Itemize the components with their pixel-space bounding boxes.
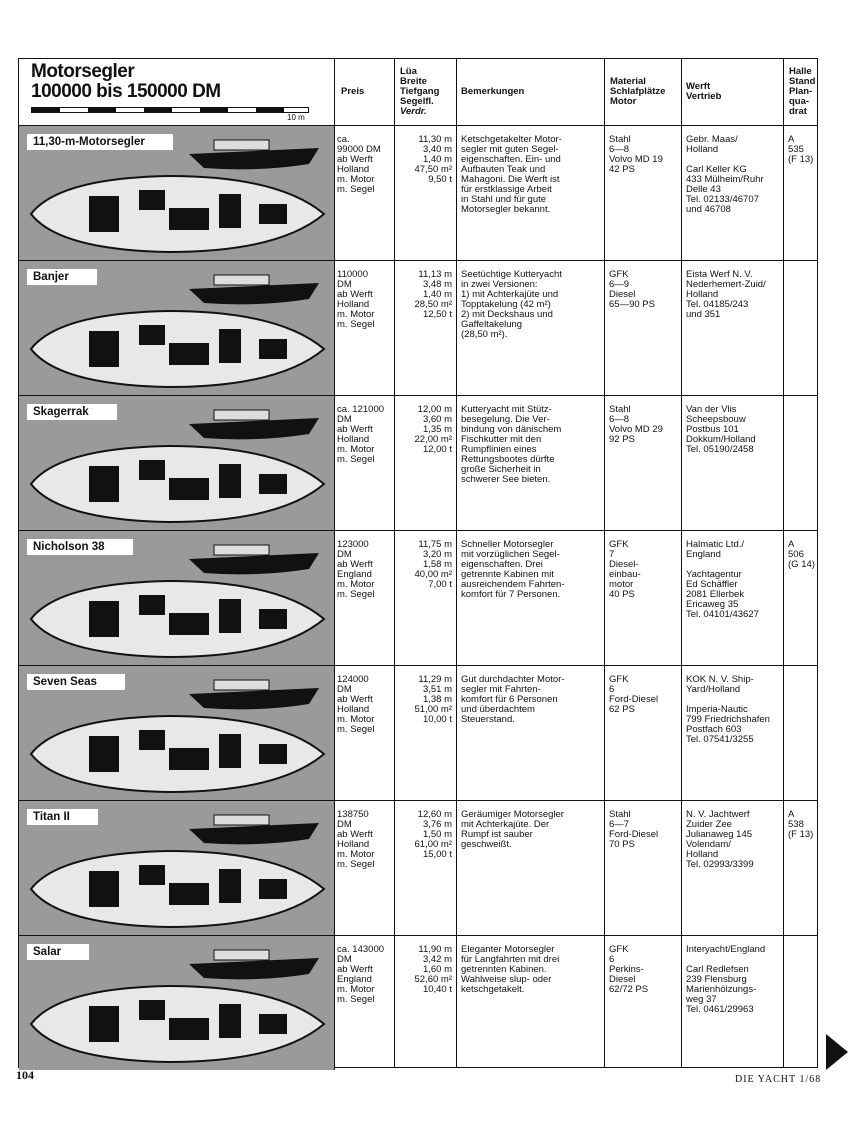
deckhouse: [214, 140, 269, 150]
dimensions-cell: 11,75 m 3,20 m 1,58 m 40,00 m² 7,00 t: [414, 539, 452, 590]
interior-block: [169, 1018, 209, 1040]
boat-name: Nicholson 38: [27, 539, 133, 555]
remarks-cell: Eleganter Motorsegler für Langfahrten mit drei getrennten Kabinen. Wahlweise slup- oder ketschgetakelt.: [461, 944, 560, 995]
price-cell: ca. 99000 DM ab Werft Holland m. Motor m. Segel: [337, 134, 381, 195]
hull-profile: [189, 283, 319, 304]
interior-block: [89, 871, 119, 907]
col-header-dims: Lüa Breite Tiefgang Segelfl. Verdr.: [400, 66, 440, 117]
hull-profile: [189, 958, 319, 979]
price-cell: ca. 143000 DM ab Werft England m. Motor m. Segel: [337, 944, 385, 1005]
interior-block: [219, 194, 241, 228]
deckhouse: [214, 680, 269, 690]
interior-block: [139, 730, 165, 750]
scale-bar: [31, 107, 309, 113]
interior-block: [259, 204, 287, 224]
dimensions-cell: 11,29 m 3,51 m 1,38 m 51,00 m² 10,00 t: [414, 674, 452, 725]
material-cell: GFK 6 Ford-Diesel 62 PS: [609, 674, 659, 715]
page-title: Motorsegler: [31, 61, 135, 82]
interior-block: [169, 883, 209, 905]
interior-block: [89, 196, 119, 232]
boat-name: Skagerrak: [27, 404, 117, 420]
shipyard-cell: Eista Werf N. V. Nederhemert-Zuid/ Holland Tel. 04185/243 und 351: [686, 269, 766, 320]
boat-name: Titan II: [27, 809, 98, 825]
interior-block: [89, 736, 119, 772]
interior-block: [169, 343, 209, 365]
col-divider: [783, 59, 784, 1067]
interior-block: [219, 1004, 241, 1038]
remarks-cell: Ketschgetakelter Motor- segler mit guten Segel- eigenschaften. Ein- und Aufbauten Teak und Mahagoni. Die Werft ist für erstklassige Arbeit in Stahl und für gute Motorsegler bekannt.: [461, 134, 562, 215]
boat-drawing-panel: [19, 396, 335, 530]
interior-block: [259, 1014, 287, 1034]
material-cell: GFK 7 Diesel- einbau- motor 40 PS: [609, 539, 641, 600]
remarks-cell: Schneller Motorsegler mit vorzüglichen Segel- eigenschaften. Drei getrennte Kabinen mit ausreichendem Fahrten- komfort für 7 Personen.: [461, 539, 565, 600]
interior-block: [169, 208, 209, 230]
col-header-preis: Preis: [341, 86, 365, 97]
price-cell: 124000 DM ab Werft Holland m. Motor m. Segel: [337, 674, 375, 735]
dimensions-cell: 12,60 m 3,76 m 1,50 m 61,00 m² 15,00 t: [414, 809, 452, 860]
shipyard-cell: Van der Vlis Scheepsbouw Postbus 101 Dokkum/Holland Tel. 05190/2458: [686, 404, 756, 455]
hall-stand-cell: A 506 (G 14): [788, 539, 815, 570]
interior-block: [219, 464, 241, 498]
boat-comparison-table: [18, 58, 818, 1068]
interior-block: [259, 609, 287, 629]
dimensions-cell: 11,90 m 3,42 m 1,60 m 52,60 m² 10,40 t: [414, 944, 452, 995]
interior-block: [139, 865, 165, 885]
material-cell: Stahl 6—8 Volvo MD 29 92 PS: [609, 404, 663, 445]
interior-block: [89, 1006, 119, 1042]
interior-block: [259, 474, 287, 494]
interior-block: [139, 190, 165, 210]
remarks-cell: Kutteryacht mit Stütz- besegelung. Die Ver- bindung von dänischem Fischkutter mit den Rumpflinien eines Rettungsbootes dürfte große Sicherheit in schwerer See bieten.: [461, 404, 562, 485]
dimensions-cell: 12,00 m 3,60 m 1,35 m 22,00 m² 12,00 t: [414, 404, 452, 455]
remarks-cell: Gut durchdachter Motor- segler mit Fahrten- komfort für 6 Personen und überdachtem Steuerstand.: [461, 674, 565, 725]
remarks-cell: Seetüchtige Kutteryacht in zwei Versionen: 1) mit Achterkajüte und Topptakelung (42 m²) 2) mit Deckshaus und Gaffeltakelung (28,50 m²).: [461, 269, 562, 340]
deckhouse: [214, 275, 269, 285]
col-divider: [394, 59, 395, 1067]
shipyard-cell: Interyacht/England Carl Redlefsen 239 Flensburg Marienhölzungs- weg 37 Tel. 0461/29963: [686, 944, 766, 1015]
deckhouse: [214, 410, 269, 420]
material-cell: GFK 6—9 Diesel 65—90 PS: [609, 269, 655, 310]
boat-drawing-panel: [19, 801, 335, 935]
price-cell: 138750 DM ab Werft Holland m. Motor m. Segel: [337, 809, 375, 870]
hull-profile: [189, 418, 319, 439]
shipyard-cell: N. V. Jachtwerf Zuider Zee Julianaweg 145 Volendam/ Holland Tel. 02993/3399: [686, 809, 754, 870]
price-cell: 110000 DM ab Werft Holland m. Motor m. Segel: [337, 269, 375, 330]
col-divider: [681, 59, 682, 1067]
hall-stand-cell: A 535 (F 13): [788, 134, 814, 165]
next-page-arrow-icon[interactable]: [826, 1034, 848, 1070]
interior-block: [169, 748, 209, 770]
interior-block: [139, 325, 165, 345]
scale-label: 10 m: [287, 113, 305, 122]
price-cell: 123000 DM ab Werft England m. Motor m. Segel: [337, 539, 375, 600]
col-header-material: Material Schlafplätze Motor: [610, 76, 666, 107]
interior-block: [139, 460, 165, 480]
interior-block: [219, 869, 241, 903]
shipyard-cell: KOK N. V. Ship- Yard/Holland Imperia-Nautic 799 Friedrichshafen Postfach 603 Tel. 07541/3255: [686, 674, 770, 745]
interior-block: [259, 744, 287, 764]
hall-stand-cell: A 538 (F 13): [788, 809, 814, 840]
remarks-cell: Geräumiger Motorsegler mit Achterkajüte. Der Rumpf ist sauber geschweißt.: [461, 809, 564, 850]
col-divider: [604, 59, 605, 1067]
shipyard-cell: Gebr. Maas/ Holland Carl Keller KG 433 Mülheim/Ruhr Delle 43 Tel. 02133/46707 und 46708: [686, 134, 764, 215]
material-cell: GFK 6 Perkins- Diesel 62/72 PS: [609, 944, 649, 995]
interior-block: [89, 331, 119, 367]
interior-block: [169, 478, 209, 500]
deckhouse: [214, 950, 269, 960]
boat-drawing-panel: [19, 126, 335, 260]
boat-name: 11,30-m-Motorsegler: [27, 134, 173, 150]
boat-name: Seven Seas: [27, 674, 125, 690]
col-header-halle: Halle Stand Plan- qua- drat: [789, 66, 816, 117]
interior-block: [169, 613, 209, 635]
hull-profile: [189, 823, 319, 844]
interior-block: [89, 601, 119, 637]
deckhouse: [214, 545, 269, 555]
page-subtitle: 100000 bis 150000 DM: [31, 81, 221, 102]
boat-name: Banjer: [27, 269, 97, 285]
dimensions-cell: 11,13 m 3,48 m 1,40 m 28,50 m² 12,50 t: [414, 269, 452, 320]
col-header-werft: Werft Vertrieb: [686, 81, 722, 102]
deckhouse: [214, 815, 269, 825]
boat-name: Salar: [27, 944, 89, 960]
magazine-issue: DIE YACHT 1/68: [735, 1074, 822, 1085]
interior-block: [259, 339, 287, 359]
col-divider: [456, 59, 457, 1067]
interior-block: [219, 599, 241, 633]
col-header-bemerkungen: Bemerkungen: [461, 86, 525, 97]
interior-block: [259, 879, 287, 899]
price-cell: ca. 121000 DM ab Werft Holland m. Motor m. Segel: [337, 404, 385, 465]
hull-profile: [189, 688, 319, 709]
interior-block: [219, 329, 241, 363]
shipyard-cell: Halmatic Ltd./ England Yachtagentur Ed Schäffler 2081 Ellerbek Ericaweg 35 Tel. 04101/43627: [686, 539, 759, 620]
interior-block: [219, 734, 241, 768]
hull-profile: [189, 148, 319, 169]
page-number: 104: [16, 1068, 34, 1082]
boat-drawing-panel: [19, 261, 335, 395]
dimensions-cell: 11,30 m 3,40 m 1,40 m 47,50 m² 9,50 t: [414, 134, 452, 185]
interior-block: [89, 466, 119, 502]
boat-drawing-panel: [19, 531, 335, 665]
material-cell: Stahl 6—7 Ford-Diesel 70 PS: [609, 809, 659, 850]
interior-block: [139, 1000, 165, 1020]
table-title-box: [19, 59, 335, 125]
boat-drawing-panel: [19, 666, 335, 800]
hull-profile: [189, 553, 319, 574]
boat-drawing-panel: [19, 936, 335, 1070]
interior-block: [139, 595, 165, 615]
material-cell: Stahl 6—8 Volvo MD 19 42 PS: [609, 134, 663, 175]
